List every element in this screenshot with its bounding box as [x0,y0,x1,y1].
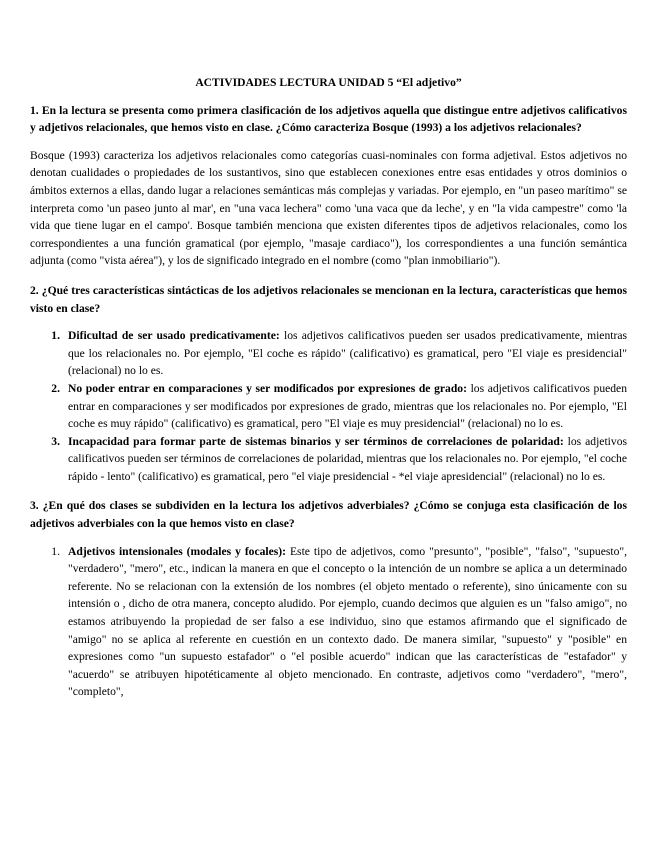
list-item [30,327,627,380]
adverbial-classes-list [30,543,627,701]
list-item-text: los adjetivos calificativos pueden ser términos de correlaciones de polaridad, mientras que los relacionales no. Por ejemplo, "el coche rápido - lento" (calificativo) es gramatical, pero "el viaje presidencial - *el viaje apresidencial" (relacional) no lo es. [68,434,628,483]
list-item-heading: Adjetivos intensionales (modales y focales): [68,544,287,558]
list-item-number: 1. [51,329,60,343]
page-title: ACTIVIDADES LECTURA UNIDAD 5 “El adjetivo” [195,76,462,89]
list-item-text: los adjetivos calificativos pueden entrar en comparaciones y ser modificados por expresiones de grado, mientras que los relacionales no. Por ejemplo, "El coche es muy rápido" (calificativo) es gramatical, pero "El viaje es muy presidencial" (relacional) no lo es. [68,381,627,431]
characteristics-list [30,327,627,485]
list-item-heading: No poder entrar en comparaciones y ser modificados por expresiones de grado: [68,381,467,395]
question-1: 1. En la lectura se presenta como primera clasificación de los adjetivos aquella que distingue entre adjetivos calificativos y adjetivos relacionales, que hemos visto en clase. ¿Cómo caracteriza Bosque (1993) a los adjetivos relacionales? [30,103,627,135]
list-item [30,433,627,486]
list-item-text: los adjetivos calificativos pueden ser usados predicativamente, mientras que los relacionales no. Por ejemplo, "El coche es rápido" (calificativo) es gramatical, pero "El viaje es presidencial" (relacional) no lo es. [68,329,627,378]
list-item-heading: Dificultad de ser usado predicativamente: [68,329,280,343]
list-item [30,380,627,433]
answer-1: Bosque (1993) caracteriza los adjetivos relacionales como categorías cuasi-nominales con forma adjetival. Estos adjetivos no denotan cualidades o propiedades de los sustantivos, sino que establecen conexiones entre esas entidades y otros dominios o ámbitos externos a ellas, dando lugar a relaciones semánticas más complejas y variadas. Por ejemplo, en "un paseo marítimo" se interpreta como 'un paseo junto al mar', en "una vaca lechera" como 'una vaca que da leche', y en "la vida campestre" como 'la vida que tiene lugar en el campo'. Bosque también menciona que existen diferentes tipos de adjetivos relacionales, como los correspondientes a una función gramatical (por ejemplo, "masaje cardiaco"), los correspondientes a una función semántica adjunta (como "vista aérea"), y los de significado integrado en el nombre (como "plan inmobiliario"). [30,148,627,268]
list-item [30,543,627,701]
list-item-text: Este tipo de adjetivos, como "presunto", "posible", "falso", "supuesto", "verdadero", "mero", etc., indican la manera en que el concepto o la intención de un nombre se aplica a un determinado referente. No se relacionan con la extensión de los nombres (el objeto mentado o referente), sino únicamente con su intensión o , dicho de otra manera, concepto aludido. Por ejemplo, cuando decimos que alguien es un "falso amigo", no estamos atribuyendo la propiedad de ser falso a ese individuo, sino que estamos afirmando que el significado de "amigo" no se aplica al referente en cuestión en un contexto dado. De manera similar, "supuesto" y "posible" en expresiones como "un supuesto estafador" o "el posible acuerdo" indican que las características de "estafador" y "acuerdo" se atribuyen hipotéticamente al objeto mencionado. En contraste, adjetivos como "verdadero", "mero", "completo", [68,544,628,699]
list-item-number: 3. [51,434,60,448]
list-item-number: 2. [51,381,60,395]
list-item-heading: Incapacidad para formar parte de sistemas binarios y ser términos de correlaciones de polaridad: [68,434,564,448]
question-3: 3. ¿En qué dos clases se subdividen en la lectura los adjetivos adverbiales? ¿Cómo se conjuga esta clasificación de los adjetivos adverbiales con la que hemos visto en clase? [30,499,627,531]
list-item-number: 1. [51,544,60,558]
question-2: 2. ¿Qué tres características sintácticas de los adjetivos relacionales se mencionan en la lectura, características que hemos visto en clase? [30,283,627,315]
